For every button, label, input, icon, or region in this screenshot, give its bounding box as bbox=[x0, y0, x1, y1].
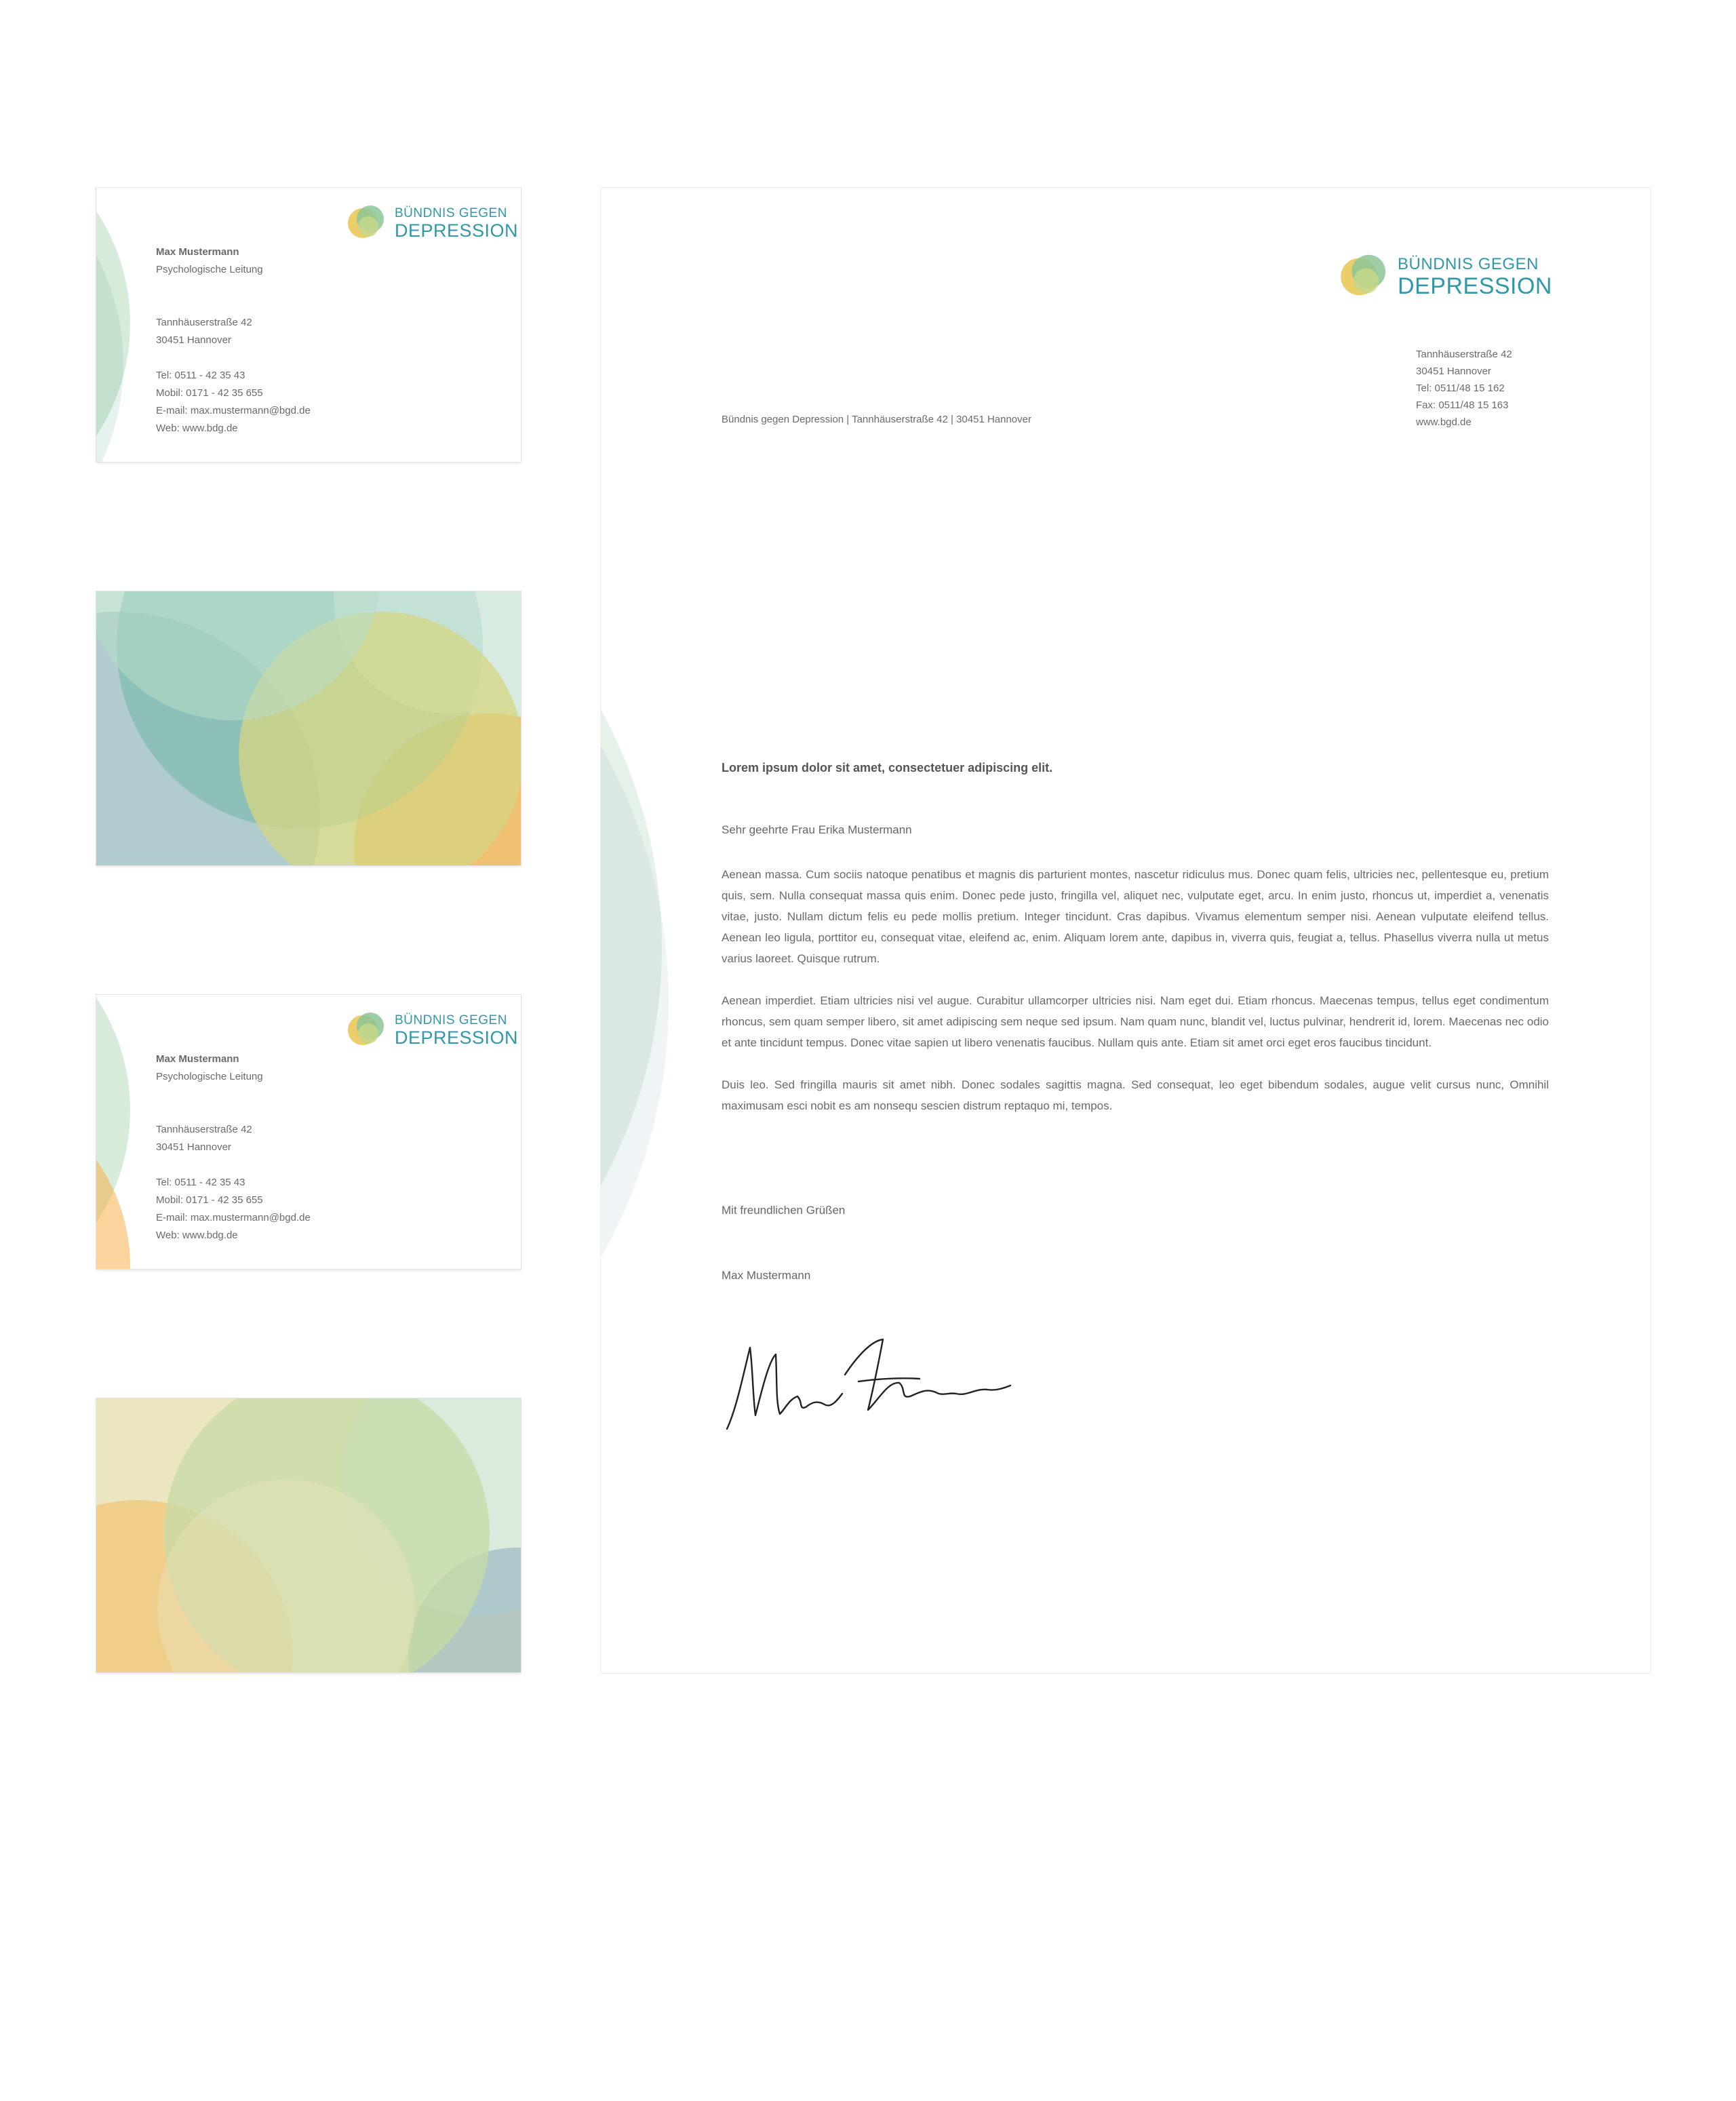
business-card-front-1 bbox=[96, 188, 521, 462]
body-paragraph: Aenean massa. Cum sociis natoque penatibus et magnis dis parturient montes, nascetur ridiculus mus. Donec quam felis, ultricies nec, pellentesque eu, pretium quis, sem. Nulla consequat massa quis enim. Donec pede justo, fringilla vel, aliquet nec, vulputate eget, arcu. In enim justo, rhoncus ut, imperdiet a, venenatis vitae, justo. Nullam dictum felis eu pede mollis pretium. Integer tincidunt. Cras dapibus. Vivamus elementum semper nisi. Aenean vulputate eleifend tellus. Aenean leo ligula, porttitor eu, consequat vitae, eleifend ac, enim. Aliquam lorem ante, dapibus in, viverra quis, feugiat a, tellus. Phasellus viverra nulla ut metus varius laoreet. Quisque rutrum. bbox=[722, 868, 1549, 965]
address-line: Tel: 0511/48 15 162 bbox=[1416, 382, 1505, 394]
card-email: E-mail: max.mustermann@bgd.de bbox=[156, 1212, 311, 1223]
logo-mark-icon bbox=[344, 201, 389, 246]
address-line: Fax: 0511/48 15 163 bbox=[1416, 399, 1509, 411]
card-city: 30451 Hannover bbox=[156, 334, 231, 346]
card-role: Psychologische Leitung bbox=[156, 264, 263, 275]
letter-subject: Lorem ipsum dolor sit amet, consectetuer adipiscing elit. bbox=[722, 761, 1053, 774]
logo-line2: DEPRESSION bbox=[1398, 273, 1552, 299]
card-street: Tannhäuserstraße 42 bbox=[156, 1124, 252, 1135]
letter-address-block bbox=[1416, 346, 1512, 431]
card-name: Max Mustermann bbox=[156, 1053, 239, 1065]
letter-signer: Max Mustermann bbox=[722, 1269, 811, 1282]
card-email: E-mail: max.mustermann@bgd.de bbox=[156, 405, 311, 416]
letter-closing: Mit freundlichen Grüßen bbox=[722, 1204, 846, 1217]
handwritten-signature bbox=[723, 1334, 1014, 1436]
logo-line1: BÜNDNIS GEGEN bbox=[395, 1013, 507, 1027]
card-role: Psychologische Leitung bbox=[156, 1071, 263, 1082]
card-logo bbox=[344, 201, 519, 245]
business-card-front-2 bbox=[96, 995, 521, 1269]
card-back-pattern bbox=[96, 591, 521, 865]
card-web: Web: www.bdg.de bbox=[156, 423, 238, 434]
card-name: Max Mustermann bbox=[156, 246, 239, 258]
address-line: 30451 Hannover bbox=[1416, 366, 1491, 377]
card-mobil: Mobil: 0171 - 42 35 655 bbox=[156, 387, 263, 399]
card-web: Web: www.bdg.de bbox=[156, 1230, 238, 1241]
letter-logo bbox=[1337, 249, 1552, 305]
logo-line1: BÜNDNIS GEGEN bbox=[1398, 254, 1539, 273]
logo-line2: DEPRESSION bbox=[395, 220, 519, 241]
logo-mark-icon bbox=[1337, 249, 1392, 305]
card-city: 30451 Hannover bbox=[156, 1141, 231, 1153]
address-line: Tannhäuserstraße 42 bbox=[1416, 349, 1512, 360]
card-mobil: Mobil: 0171 - 42 35 655 bbox=[156, 1194, 263, 1206]
card-tel: Tel: 0511 - 42 35 43 bbox=[156, 370, 245, 381]
logo-mark-icon bbox=[344, 1008, 389, 1053]
body-paragraph: Aenean imperdiet. Etiam ultricies nisi vel augue. Curabitur ullamcorper ultricies nisi. Nam eget dui. Etiam rhoncus. Maecenas tempus, tellus eget condimentum rhoncus, sem quam semper libero, sit amet adipiscing sem neque sed ipsum. Nam quam nunc, blandit vel, luctus pulvinar, hendrerit id, lorem. Maecenas nec odio et ante tincidunt tempus. Donec vitae sapien ut libero venenatis faucibus. Nullam quis ante. Etiam sit amet orci eget eros faucibus tincidunt. bbox=[722, 994, 1549, 1049]
card-logo bbox=[344, 1008, 519, 1052]
sender-line: Bündnis gegen Depression | Tannhäuserstraße 42 | 30451 Hannover bbox=[722, 414, 1031, 425]
card-street: Tannhäuserstraße 42 bbox=[156, 317, 252, 328]
body-paragraph: Duis leo. Sed fringilla mauris sit amet nibh. Donec sodales sagittis magna. Sed consequat, leo eget bibendum sodales, augue velit cursus nunc, Omnihil maximusam esci nobit es am nonsequ sescien distrum reptaquo mi, tempos. bbox=[722, 1078, 1549, 1112]
address-line: www.bgd.de bbox=[1416, 416, 1472, 428]
page-decoration bbox=[601, 188, 682, 1673]
card-tel: Tel: 0511 - 42 35 43 bbox=[156, 1177, 245, 1188]
business-card-back-1 bbox=[96, 591, 521, 865]
logo-line1: BÜNDNIS GEGEN bbox=[395, 205, 507, 220]
letter-body bbox=[722, 864, 1549, 1137]
card-back-pattern bbox=[96, 1398, 521, 1672]
business-card-back-2 bbox=[96, 1398, 521, 1672]
letter-salutation: Sehr geehrte Frau Erika Mustermann bbox=[722, 823, 912, 836]
letterhead-page bbox=[601, 188, 1651, 1673]
logo-line2: DEPRESSION bbox=[395, 1027, 519, 1048]
